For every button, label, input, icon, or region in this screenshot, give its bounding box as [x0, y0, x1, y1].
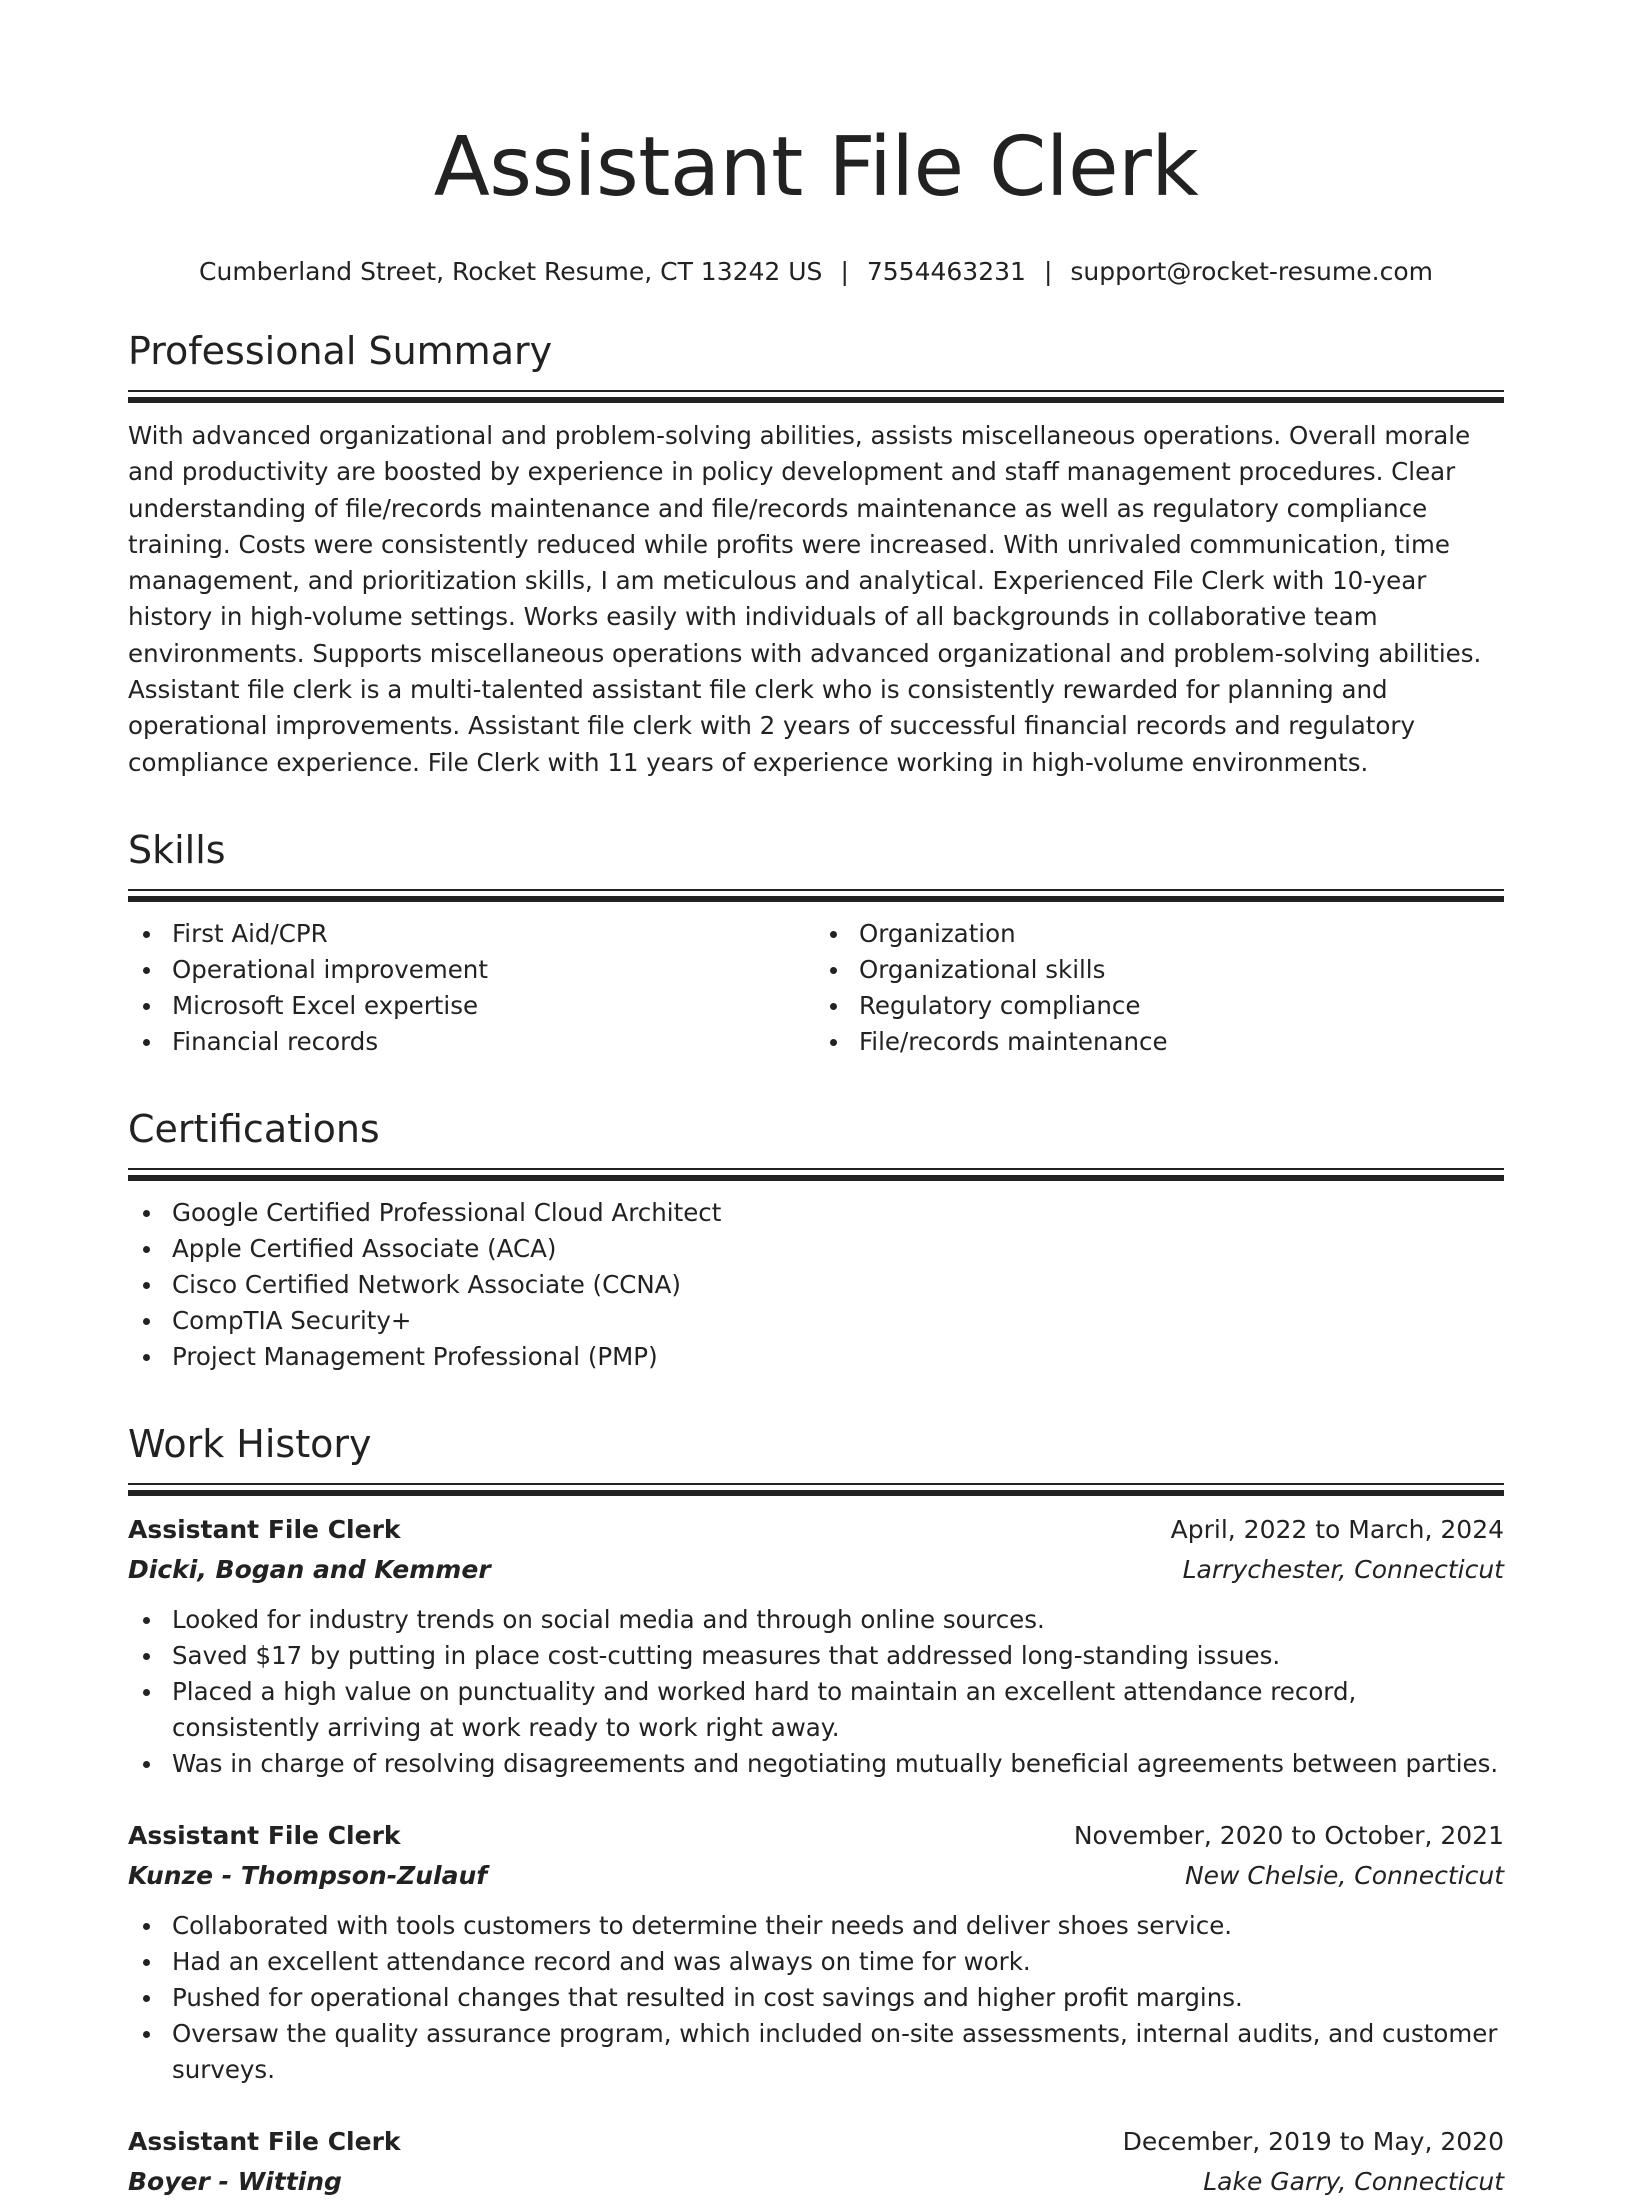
certification-item: CompTIA Security+ — [128, 1303, 1504, 1339]
job-title: Assistant File Clerk — [128, 2126, 401, 2156]
job-entry — [128, 2122, 1504, 2202]
skill-item: Financial records — [128, 1024, 816, 1060]
skills-heading: Skills — [128, 827, 226, 872]
certification-item: Google Certified Professional Cloud Architect — [128, 1195, 1504, 1231]
section-divider — [128, 1168, 1504, 1181]
skills-list-left — [128, 916, 816, 1060]
skill-item: First Aid/CPR — [128, 916, 816, 952]
job-company: Dicki, Bogan and Kemmer — [128, 1554, 491, 1584]
job-dates: December, 2019 to May, 2020 — [1122, 2126, 1504, 2156]
summary-section — [128, 328, 1504, 781]
summary-heading: Professional Summary — [128, 329, 553, 373]
job-header-row — [128, 1510, 1504, 1550]
job-dates: November, 2020 to October, 2021 — [1073, 1820, 1504, 1850]
job-duties-list — [128, 1908, 1504, 2088]
job-company: Boyer - Witting — [128, 2166, 342, 2196]
job-duty: Collaborated with tools customers to determine their needs and deliver shoes service. — [128, 1908, 1504, 1944]
job-duty: Oversaw the quality assurance program, which included on-site assessments, internal audits, and customer surveys. — [128, 2016, 1504, 2088]
job-duty: Was in charge of resolving disagreements and negotiating mutually beneficial agreements between parties. — [128, 1746, 1504, 1782]
section-divider — [128, 1483, 1504, 1496]
job-location: Larrychester, Connecticut — [1182, 1554, 1504, 1584]
contact-separator: | — [840, 257, 849, 286]
skill-item: File/records maintenance — [815, 1024, 1503, 1060]
skill-item: Regulatory compliance — [815, 988, 1503, 1024]
skill-item: Microsoft Excel expertise — [128, 988, 816, 1024]
job-location: New Chelsie, Connecticut — [1184, 1860, 1504, 1890]
contact-line — [128, 254, 1504, 290]
job-entry — [128, 1510, 1504, 1782]
job-duty: Looked for industry trends on social media and through online sources. — [128, 1602, 1504, 1638]
contact-separator: | — [1043, 257, 1053, 286]
contact-email: support@rocket-resume.com — [1070, 257, 1433, 286]
work-history-heading: Work History — [128, 1421, 372, 1466]
job-duty: Had an excellent attendance record and was always on time for work. — [128, 1944, 1504, 1980]
skills-list-right — [815, 916, 1503, 1060]
job-company: Kunze - Thompson-Zulauf — [128, 1860, 488, 1890]
skill-item: Operational improvement — [128, 952, 816, 988]
job-company-row — [128, 1856, 1504, 1896]
job-entry — [128, 1816, 1504, 2088]
certification-item: Apple Certified Associate (ACA) — [128, 1231, 1504, 1267]
job-header-row — [128, 2122, 1504, 2162]
job-duty: Pushed for operational changes that resulted in cost savings and higher profit margins. — [128, 1980, 1504, 2016]
certifications-section — [128, 1106, 1504, 1375]
skill-item: Organizational skills — [815, 952, 1503, 988]
certification-item: Cisco Certified Network Associate (CCNA) — [128, 1267, 1504, 1303]
certification-item: Project Management Professional (PMP) — [128, 1339, 1504, 1375]
section-divider — [128, 390, 1504, 403]
job-duty: Saved $17 by putting in place cost-cutting measures that addressed long-standing issues. — [128, 1638, 1504, 1674]
job-company-row — [128, 2162, 1504, 2202]
job-header-row — [128, 1816, 1504, 1856]
job-title: Assistant File Clerk — [128, 1820, 401, 1850]
contact-phone: 7554463231 — [866, 257, 1026, 286]
certifications-heading: Certifications — [128, 1106, 380, 1151]
skills-section — [128, 827, 1504, 1060]
candidate-name: Assistant File Clerk — [433, 120, 1199, 215]
section-divider — [128, 889, 1504, 902]
job-company-row — [128, 1550, 1504, 1590]
job-title: Assistant File Clerk — [128, 1514, 401, 1544]
contact-address: Cumberland Street, Rocket Resume, CT 13242 US — [199, 257, 823, 286]
skill-item: Organization — [815, 916, 1503, 952]
job-duties-list — [128, 1602, 1504, 1782]
summary-text: With advanced organizational and problem-solving abilities, assists miscellaneous operations. Overall morale and productivity are boosted by experience in policy development and staff management procedures. Clear understanding of file/records maintenance and file/records maintenance as well as regulatory compliance training. Costs were consistently reduced while profits were increased. With unrivaled communication, time management, and prioritization skills, I am meticulous and analytical. Experienced File Clerk with 10-year history in high-volume settings. Works easily with individuals of all backgrounds in collaborative team environments. Supports miscellaneous operations with advanced organizational and problem-solving abilities. Assistant file clerk is a multi-talented assistant file clerk who is consistently rewarded for planning and operational improvements. Assistant file clerk with 2 years of successful financial records and regulatory compliance experience. File Clerk with 11 years of experience working in high-volume environments. — [128, 421, 1482, 777]
job-duty: Placed a high value on punctuality and worked hard to maintain an excellent attendance record, consistently arriving at work ready to work right away. — [128, 1674, 1504, 1746]
job-dates: April, 2022 to March, 2024 — [1170, 1514, 1504, 1544]
skills-grid — [128, 916, 1504, 1060]
work-history-section — [128, 1421, 1504, 2202]
job-location: Lake Garry, Connecticut — [1203, 2166, 1504, 2196]
certifications-list — [128, 1195, 1504, 1375]
